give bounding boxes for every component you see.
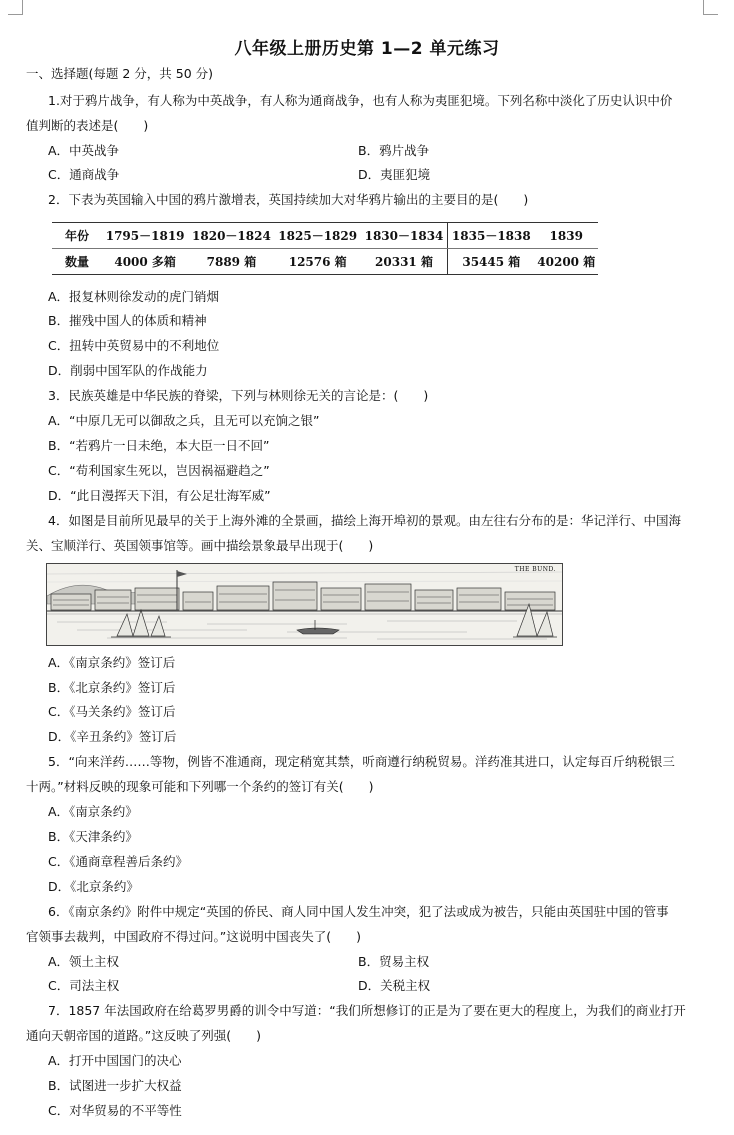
q7-option-c: C．对华贸易的不平等性: [48, 1103, 182, 1118]
q6-option-b: B．贸易主权: [358, 954, 430, 969]
bund-panorama-image: [46, 563, 563, 646]
q2-option-b: B．摧残中国人的体质和精神: [48, 313, 207, 328]
table-cell: 1795－1819: [102, 223, 188, 249]
table-cell: 20331 箱: [361, 249, 448, 275]
table-cell: 1830－1834: [361, 223, 448, 249]
table-cell: 年份: [52, 223, 102, 249]
table-cell: 1839: [535, 223, 599, 249]
question-3-stem: 3．民族英雄是中华民族的脊梁，下列与林则徐无关的言论是：( ): [48, 388, 429, 403]
q4-option-c: C．《马关条约》签订后: [48, 704, 176, 719]
question-4-stem-cont: 关、宝顺洋行、英国领事馆等。画中描绘景象最早出现于( ): [26, 538, 374, 553]
opium-import-table: [52, 222, 598, 275]
question-5-stem: 5．“向来洋药……等物，例皆不准通商，现定稍宽其禁，听商遵行纳税贸易。洋药准其进口，认定每百斤纳税银三: [48, 754, 675, 769]
q2-option-a: A．报复林则徐发动的虎门销烟: [48, 289, 220, 304]
q1-option-c: C．通商战争: [48, 167, 120, 182]
q7-option-b: B．试图进一步扩大权益: [48, 1078, 182, 1093]
question-6-stem-cont: 官领事去裁判，中国政府不得过问。”这说明中国丧失了( ): [26, 929, 361, 944]
table-row: [52, 249, 598, 275]
table-cell: 7889 箱: [188, 249, 274, 275]
question-1-stem: 1.对于鸦片战争，有人称为中英战争，有人称为通商战争，也有人称为夷匪犯境。下列名称中淡化了历史认识中价: [48, 93, 673, 108]
table-cell: 40200 箱: [535, 249, 599, 275]
table-cell: 35445 箱: [448, 249, 535, 275]
q4-option-a: A．《南京条约》签订后: [48, 655, 176, 670]
question-6-stem: 6．《南京条约》附件中规定“英国的侨民、商人同中国人发生冲突，犯了法或成为被告，只能由英国驻中国的管事: [48, 904, 669, 919]
q7-option-a: A．打开中国国门的决心: [48, 1053, 182, 1068]
q5-option-d: D．《北京条约》: [48, 879, 139, 894]
question-7-stem: 7．1857 年法国政府在给葛罗男爵的训令中写道：“我们所想修订的正是为了要在更大的程度上，为我们的商业打开: [48, 1003, 686, 1018]
table-cell: 1820－1824: [188, 223, 274, 249]
q3-option-c: C．“苟利国家生死以，岂因祸福避趋之”: [48, 463, 270, 478]
table-cell: 12576 箱: [275, 249, 361, 275]
q1-option-a: A．中英战争: [48, 143, 120, 158]
bund-panorama-drawing: [47, 564, 562, 645]
q3-option-b: B．“若鸦片一日未绝，本大臣一日不回”: [48, 438, 270, 453]
q4-option-d: D．《辛丑条约》签订后: [48, 729, 177, 744]
q6-option-c: C．司法主权: [48, 978, 120, 993]
q3-option-d: D．“此日漫挥天下泪，有公足壮海军威”: [48, 488, 271, 503]
question-2-stem: 2．下表为英国输入中国的鸦片激增表，英国持续加大对华鸦片输出的主要目的是( ): [48, 192, 529, 207]
q3-option-a: A．“中原几无可以御敌之兵，且无可以充饷之银”: [48, 413, 320, 428]
q1-option-b: B．鸦片战争: [358, 143, 430, 158]
question-4-stem: 4．如图是目前所见最早的关于上海外滩的全景画，描绘上海开埠初的景观。由左往右分布的是：华记洋行、中国海: [48, 513, 681, 528]
image-caption: THE BUND.: [514, 566, 556, 573]
crop-mark-right: [703, 0, 718, 15]
q5-option-a: A．《南京条约》: [48, 804, 138, 819]
table-cell: 1835－1838: [448, 223, 535, 249]
question-5-stem-cont: 十两。”材料反映的现象可能和下列哪一个条约的签订有关( ): [26, 779, 374, 794]
q2-option-c: C．扭转中英贸易中的不利地位: [48, 338, 220, 353]
q4-option-b: B．《北京条约》签订后: [48, 680, 176, 695]
question-1-stem-cont: 值判断的表述是( ): [26, 118, 149, 133]
table-cell: 1825－1829: [275, 223, 361, 249]
table-cell: 数量: [52, 249, 102, 275]
q1-option-d: D．夷匪犯境: [358, 167, 431, 182]
table-cell: 4000 多箱: [102, 249, 188, 275]
question-7-stem-cont: 通向天朝帝国的道路。”这反映了列强( ): [26, 1028, 261, 1043]
q2-option-d: D．削弱中国军队的作战能力: [48, 363, 208, 378]
q5-option-b: B．《天津条约》: [48, 829, 138, 844]
q6-option-a: A．领土主权: [48, 954, 120, 969]
table-header-row: [52, 223, 598, 249]
page-title: 八年级上册历史第 1—2 单元练习: [234, 39, 500, 59]
q6-option-d: D．关税主权: [358, 978, 431, 993]
section-heading: 一、选择题(每题 2 分，共 50 分): [26, 66, 214, 81]
q5-option-c: C．《通商章程善后条约》: [48, 854, 188, 869]
crop-mark-left: [8, 0, 23, 15]
